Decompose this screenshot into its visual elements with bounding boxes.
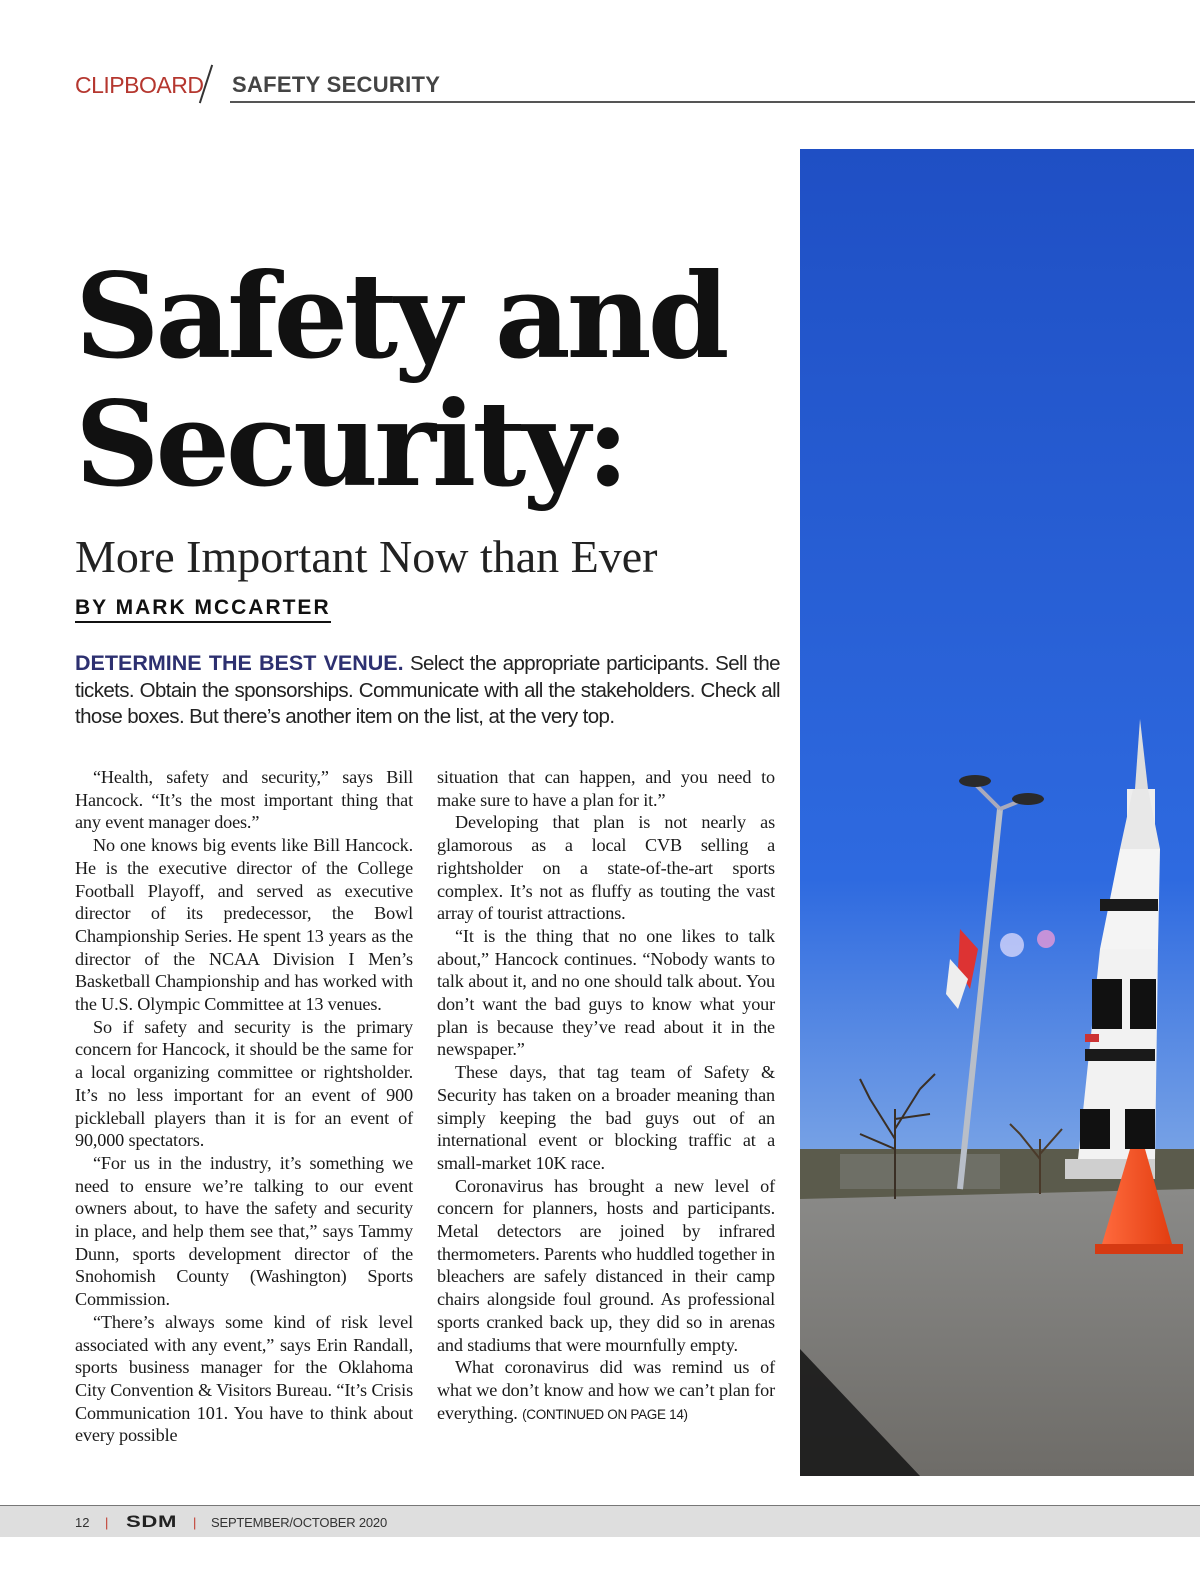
header-rule xyxy=(230,101,1195,103)
article-title-line-2: Security: xyxy=(75,375,626,513)
magazine-logo: SDM xyxy=(126,1512,178,1531)
article-title xyxy=(75,247,795,513)
article-title-line-1: Safety and xyxy=(75,247,726,385)
footer-separator: | xyxy=(193,1515,197,1530)
paragraph: Developing that plan is not nearly as glamorous as a local CVB selling a rightsholder on a state-of-the-art sports complex. It’s not as fluffy as touting the vast array of tourist attractions. xyxy=(437,812,775,924)
issue-date: SEPTEMBER/OCTOBER 2020 xyxy=(211,1515,387,1530)
paragraph: Coronavirus has brought a new level of concern for planners, hosts and participants. Metal detectors are joined by infrared thermometers. Parents who huddled together in bleachers are safely distanced in their camp chairs alongside foul ground. As professional sports cranked back up, they did so in arenas and stadiums that were mournfully empty. xyxy=(437,1175,775,1355)
article-byline: BY MARK MCCARTER xyxy=(75,596,331,623)
paragraph: So if safety and security is the primary concern for Hancock, it should be the same for a local organizing committee or rightsholder. It’s no less important for an event of 900 pickleball players than it is for an event of 90,000 spectators. xyxy=(75,1016,413,1151)
continued-note: (CONTINUED ON PAGE 14) xyxy=(522,1406,688,1422)
article-subtitle: More Important Now than Ever xyxy=(75,531,658,582)
paragraph: No one knows big events like Bill Hancock. He is the executive director of the College Football Playoff, and served as executive director of its predecessor, the Bowl Championship Series. He spent 13 years as the director of the NCAA Division I Men’s Basketball Championship and has worked with the U.S. Olympic Committee at 13 venues. xyxy=(75,835,413,1015)
paragraph: “There’s always some kind of risk level associated with any event,” says Erin Randall, sports business manager for the Oklahoma City Convention & Visitors Bureau. “It’s Crisis Communication 101. You have to think about every possible xyxy=(75,1311,413,1446)
paragraph-last xyxy=(437,1356,775,1426)
subsection-label: SAFETY SECURITY xyxy=(232,72,441,97)
page-footer xyxy=(0,1505,1200,1537)
article-deck xyxy=(75,650,780,731)
section-header xyxy=(75,70,1195,104)
body-column-2 xyxy=(437,766,775,1426)
deck-lead: DETERMINE THE BEST VENUE. xyxy=(75,651,404,675)
paragraph: situation that can happen, and you need to make sure to have a plan for it.” xyxy=(437,767,775,810)
footer-separator: | xyxy=(105,1515,109,1530)
deck-text: Select the appropriate participants. Sell the tickets. Obtain the sponsorships. Communicate with all the stakeholders. Check all those boxes. But there’s another item on the list, at the very top. xyxy=(75,652,780,728)
paragraph: These days, that tag team of Safety & Security has taken on a broader meaning than simply keeping the bad guys out of an international event or blocking traffic at a small-market 10K race. xyxy=(437,1062,775,1173)
page-number: 12 xyxy=(75,1515,90,1530)
paragraph-text: What coronavirus did was remind us of what we don’t know and how we can’t plan for everything. xyxy=(437,1357,775,1423)
paragraph: “Health, safety and security,” says Bill Hancock. “It’s the most important thing that any event manager does.” xyxy=(75,767,413,833)
body-column-1 xyxy=(75,766,413,1447)
rocket-photo xyxy=(800,149,1194,1476)
paragraph: “For us in the industry, it’s something we need to ensure we’re talking to our event owners about, to have the safety and security in place, and help them see that,” says Tammy Dunn, sports development director of the Snohomish County (Washington) Sports Commission. xyxy=(75,1152,413,1310)
rocket-photo-illustration xyxy=(800,149,1194,1476)
section-label: CLIPBOARD xyxy=(75,72,204,98)
paragraph: “It is the thing that no one likes to talk about,” Hancock continues. “Nobody wants to talk about it, and no one should talk about. You don’t want the bad guys to know what your plan is because they’ve read about it in the newspaper.” xyxy=(437,925,775,1060)
